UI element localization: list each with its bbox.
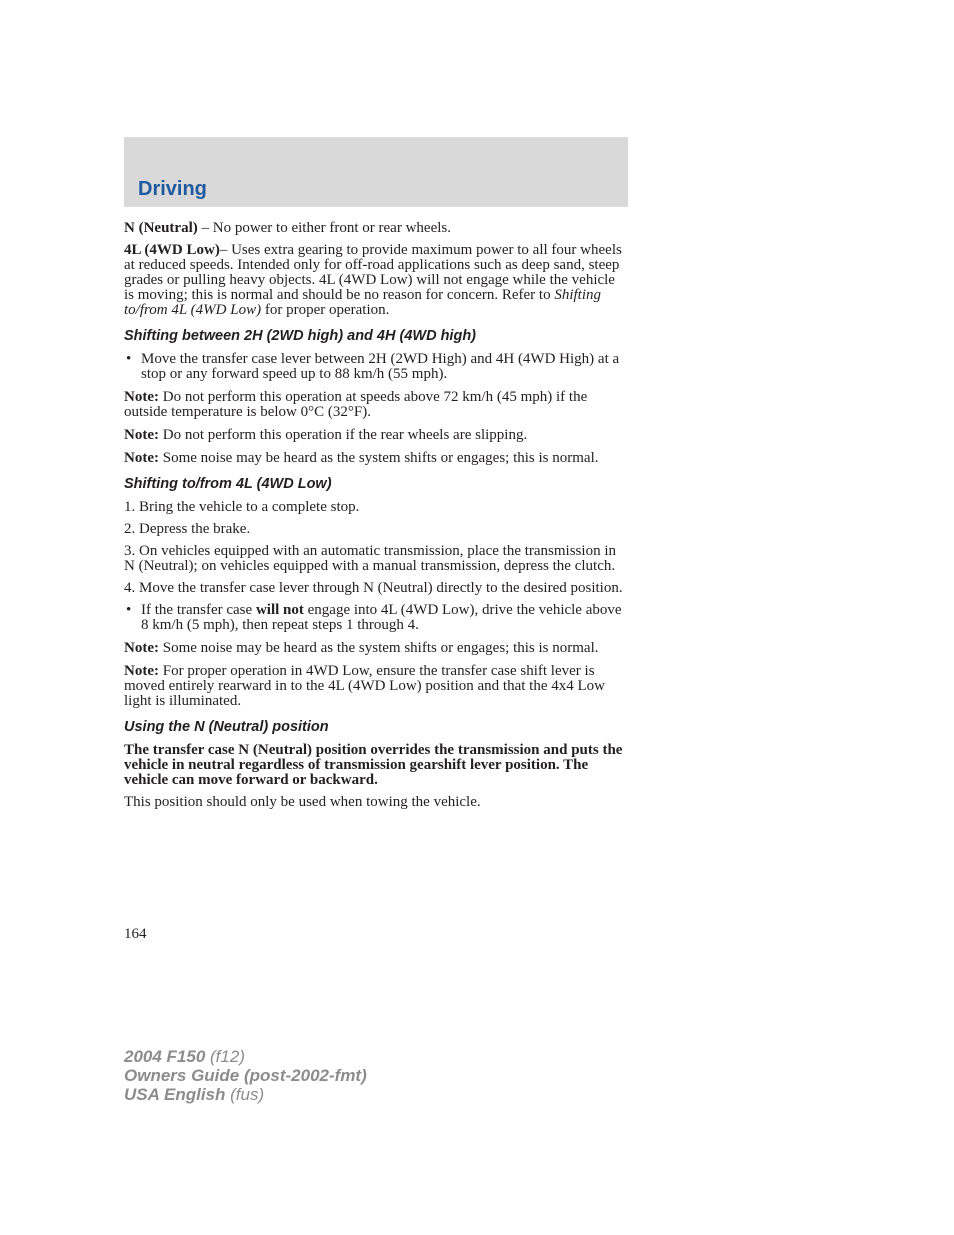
note-text: Some noise may be heard as the system shifts or engages; this is normal. [158,450,599,466]
4wd-low-text: – Uses extra gearing to provide maximum power to all four wheels at reduced speeds. Intended only for off-road applications such as deep sand, steep grades or pulling heavy objects. 4L (4WD Low) will not engage while the vehicle is moving; this is normal and should be no reason for concern. Refer to [124,242,622,303]
bullet-text: If the transfer case [141,602,256,618]
step-item: 1. Bring the vehicle to a complete stop. [124,499,360,515]
footer-line-2: Owners Guide (post-2002-fmt) [124,1066,367,1085]
footer-model: 2004 F150 [124,1047,206,1066]
bullet-icon: • [126,602,132,618]
note-label: Note: [124,389,159,405]
bullet-item [124,352,628,382]
section-title: Driving [138,178,207,200]
page-content [124,221,628,810]
4wd-low-text-end: for proper operation. [261,302,390,318]
step-item: 4. Move the transfer case lever through N (Neutral) directly to the desired position. [124,580,623,596]
cross-reference: Shifting to/from 4L (4WD Low) [124,287,601,318]
bullet-text-end: engage into 4L (4WD Low), drive the vehicle above 8 km/h (5 mph), then repeat steps 1 through 4. [141,602,622,633]
footer-language: USA English [124,1085,226,1104]
footer-language-code: (fus) [225,1085,265,1104]
neutral-term: N (Neutral) [124,220,198,236]
note-text: Do not perform this operation at speeds above 72 km/h (45 mph) if the outside temperature is below 0°C (32°F). [124,389,588,420]
bullet-emphasis: will not [255,602,304,618]
document-footer [124,1047,367,1104]
warning-paragraph: The transfer case N (Neutral) position overrides the transmission and puts the vehicle in neutral regardless of transmission gearshift lever position. The vehicle can move forward or backward. [124,742,623,788]
page-number: 164 [124,926,147,942]
note-paragraph [124,664,628,709]
note-text: Some noise may be heard as the system shifts or engages; this is normal. [158,640,599,656]
section-header-band [124,137,628,207]
note-paragraph [124,451,628,466]
bullet-item [124,603,628,633]
bullet-icon: • [126,351,132,367]
note-paragraph [124,641,628,656]
4wd-low-paragraph [124,243,628,318]
note-text: For proper operation in 4WD Low, ensure the transfer case shift lever is moved entirely rearward in to the 4L (4WD Low) position and that the 4x4 Low light is illuminated. [124,663,605,709]
4wd-low-term: 4L (4WD Low) [124,242,220,258]
note-paragraph [124,428,628,443]
heading-4l: Shifting to/from 4L (4WD Low) [124,476,332,492]
heading-2h-4h: Shifting between 2H (2WD high) and 4H (4WD high) [124,328,477,344]
footer-model-code: (f12) [205,1047,245,1066]
heading-neutral-position: Using the N (Neutral) position [124,719,329,735]
note-label: Note: [124,640,159,656]
step-item: 3. On vehicles equipped with an automatic transmission, place the transmission in N (Neutral); on vehicles equipped with a manual transmission, depress the clutch. [124,543,616,574]
footer-line-1 [124,1047,367,1066]
step-item: 2. Depress the brake. [124,521,251,537]
bullet-text: Move the transfer case lever between 2H (2WD High) and 4H (4WD High) at a stop or any forward speed up to 88 km/h (55 mph). [141,351,620,382]
note-label: Note: [124,663,159,679]
note-label: Note: [124,427,159,443]
towing-paragraph: This position should only be used when towing the vehicle. [124,794,481,810]
note-paragraph [124,390,628,420]
footer-line-3 [124,1085,367,1104]
note-text: Do not perform this operation if the rear wheels are slipping. [158,427,528,443]
neutral-text: – No power to either front or rear wheels. [197,220,451,236]
note-label: Note: [124,450,159,466]
neutral-paragraph [124,221,628,236]
